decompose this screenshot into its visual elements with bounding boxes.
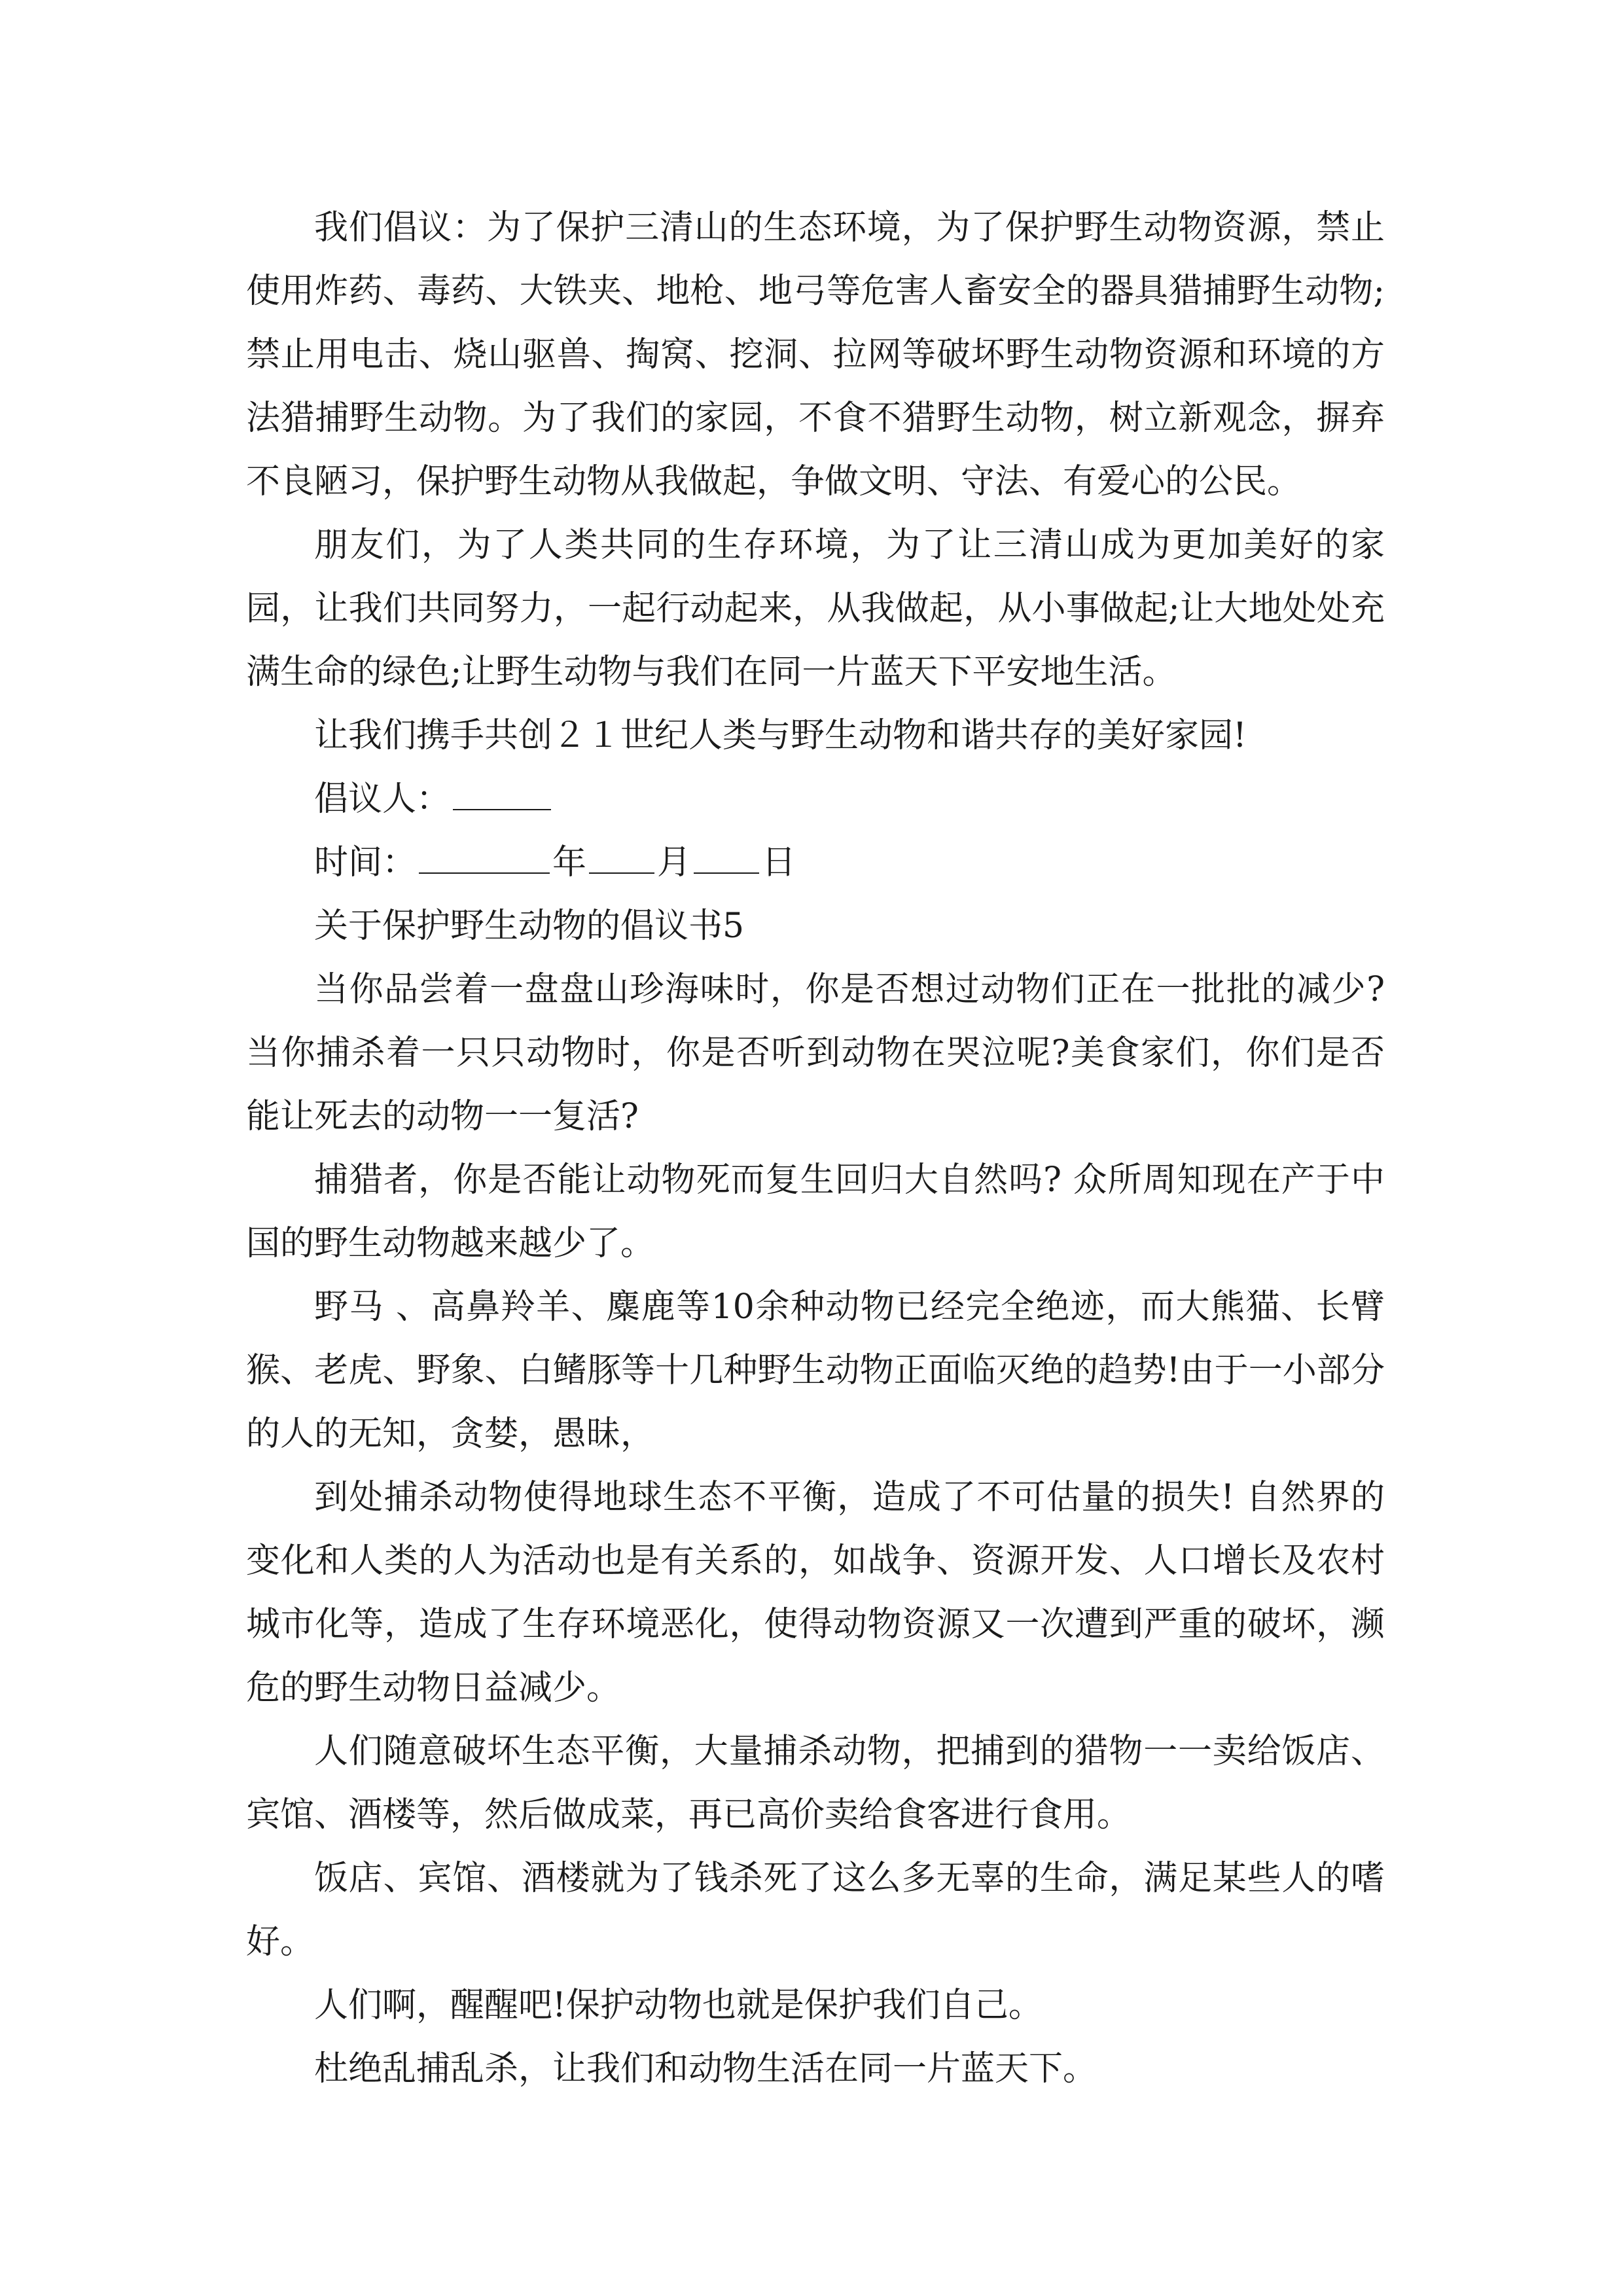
paragraph-restaurants: 饭店、宾馆、酒楼就为了钱杀死了这么多无辜的生命，满足某些人的嗜好。	[246, 1859, 1385, 1962]
paragraph-wake-up: 人们啊，醒醒吧!保护动物也就是保护我们自己。	[314, 1986, 1043, 2025]
year-blank	[419, 836, 550, 874]
paragraph-delicacies: 当你品尝着一盘盘山珍海味时，你是否想过动物们正在一批批的减少?当你捕杀着一只只动物时，你是否听到动物在哭泣呢?美食家们，你们是否能让死去的动物一一复活?	[246, 970, 1385, 1136]
section-title: 关于保护野生动物的倡议书5	[314, 906, 745, 946]
month-blank	[589, 836, 654, 874]
document-page	[246, 196, 1385, 2101]
paragraph-trade: 人们随意破坏生态平衡，大量捕杀动物，把捕到的猎物一一卖给饭店、宾馆、酒楼等，然后做成菜，再已高价卖给食客进行食用。	[246, 1732, 1385, 1835]
signature-blank	[453, 772, 551, 810]
signature-line	[246, 768, 1385, 831]
day-blank	[694, 836, 759, 874]
date-line	[246, 831, 1385, 895]
paragraph-extinct: 野马 、高鼻羚羊、麋鹿等10余种动物已经完全绝迹，而大熊猫、长臂猴、老虎、野象、白鳍豚等十几种野生动物正面临灭绝的趋势!由于一小部分的人的无知，贪婪，愚昧，	[246, 1287, 1385, 1454]
year-label: 年	[552, 843, 587, 882]
paragraph-together: 让我们携手共创２１世纪人类与野生动物和谐共存的美好家园!	[314, 716, 1247, 755]
paragraph-hunters: 捕猎者，你是否能让动物死而复生回归大自然吗? 众所周知现在产于中国的野生动物越来越少了。	[246, 1160, 1385, 1263]
month-label: 月	[657, 843, 692, 882]
paragraph-closing: 杜绝乱捕乱杀，让我们和动物生活在同一片蓝天下。	[314, 2049, 1097, 2089]
day-label: 日	[762, 843, 796, 882]
date-label: 时间：	[314, 843, 417, 882]
paragraph-ecology: 到处捕杀动物使得地球生态不平衡，造成了不可估量的损失! 自然界的变化和人类的人为活动也是有关系的，如战争、资源开发、人口增长及农村城市化等，造成了生存环境恶化，使得动物资源又一次遭到严重的破坏，濒危的野生动物日益减少。	[246, 1478, 1385, 1708]
signature-label: 倡议人：	[314, 780, 451, 819]
paragraph-proposal: 我们倡议：为了保护三清山的生态环境，为了保护野生动物资源，禁止使用炸药、毒药、大铁夹、地枪、地弓等危害人畜安全的器具猎捕野生动物;禁止用电击、烧山驱兽、掏窝、挖洞、拉网等破坏野生动物资源和环境的方法猎捕野生动物。为了我们的家园，不食不猎野生动物，树立新观念，摒弃不良陋习，保护野生动物从我做起，争做文明、守法、有爱心的公民。	[246, 208, 1385, 501]
paragraph-friends: 朋友们，为了人类共同的生存环境，为了让三清山成为更加美好的家园，让我们共同努力，一起行动起来，从我做起，从小事做起;让大地处处充满生命的绿色;让野生动物与我们在同一片蓝天下平安地生活。	[246, 526, 1385, 692]
